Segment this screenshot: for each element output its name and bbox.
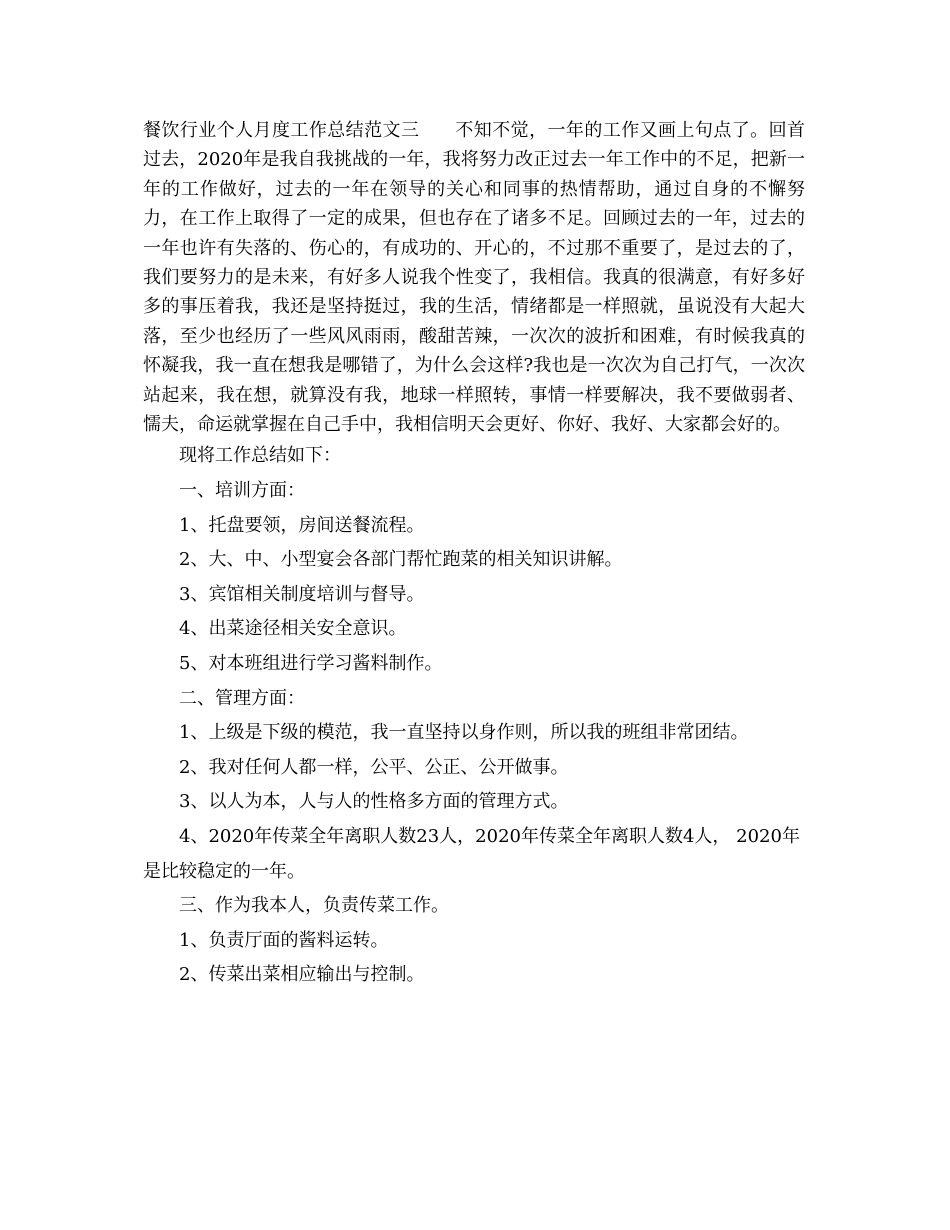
list-item: 1、负责厅面的酱料运转。 xyxy=(179,929,389,951)
document-body xyxy=(143,116,805,993)
list-item: 1、上级是下级的模范，我一直坚持以身作则，所以我的班组非常团结。 xyxy=(179,722,749,744)
list-item: 2、传菜出菜相应输出与控制。 xyxy=(179,964,425,986)
list-item: 4、出菜途径相关安全意识。 xyxy=(179,618,407,640)
section-heading-management: 二、管理方面： xyxy=(179,687,305,709)
list-item: 4、2020年传菜全年离职人数23人，2020年传菜全年离职人数4人， 2020年是比较稳定的一年。 xyxy=(143,826,800,882)
list-item: 5、对本班组进行学习酱料制作。 xyxy=(179,653,443,675)
list-item: 3、宾馆相关制度培训与督导。 xyxy=(179,583,425,605)
summary-intro: 现将工作总结如下： xyxy=(179,445,341,467)
intro-paragraph xyxy=(143,116,805,439)
intro-text: 不知不觉，一年的工作又画上句点了。回首过去，2020年是我自我挑战的一年，我将努力改正过去一年工作中的不足，把新一年的工作做好，过去的一年在领导的关心和同事的热情帮助，通过自身的不懈努力，在工作上取得了一定的成果，但也存在了诸多不足。回顾过去的一年，过去的一年也许有失落的、伤心的，有成功的、开心的，不过那不重要了，是过去的了，我们要努力的是未来，有好多人说我个性变了，我相信。我真的很满意，有好多好多的事压着我，我还是坚持挺过，我的生活，情绪都是一样照就，虽说没有大起大落，至少也经历了一些风风雨雨，酸甜苦辣，一次次的波折和困难，有时候我真的怀凝我，我一直在想我是哪错了，为什么会这样?我也是一次次为自己打气，一次次站起来，我在想，就算没有我，地球一样照转，事情一样要解决，我不要做弱者、懦夫，命运就掌握在自己手中，我相信明天会更好、你好、我好、大家都会好的。 xyxy=(143,120,806,436)
list-item: 3、以人为本，人与人的性格多方面的管理方式。 xyxy=(179,791,569,813)
list-item: 2、大、中、小型宴会各部门帮忙跑菜的相关知识讲解。 xyxy=(179,549,623,571)
document-title: 餐饮行业个人月度工作总结范文三 xyxy=(143,120,420,141)
section-heading-personal: 三、作为我本人，负责传菜工作。 xyxy=(179,895,449,917)
section-heading-training: 一、培训方面： xyxy=(179,480,305,502)
list-item: 2、我对任何人都一样，公平、公正、公开做事。 xyxy=(179,756,569,778)
list-item: 1、托盘要领，房间送餐流程。 xyxy=(179,514,425,536)
